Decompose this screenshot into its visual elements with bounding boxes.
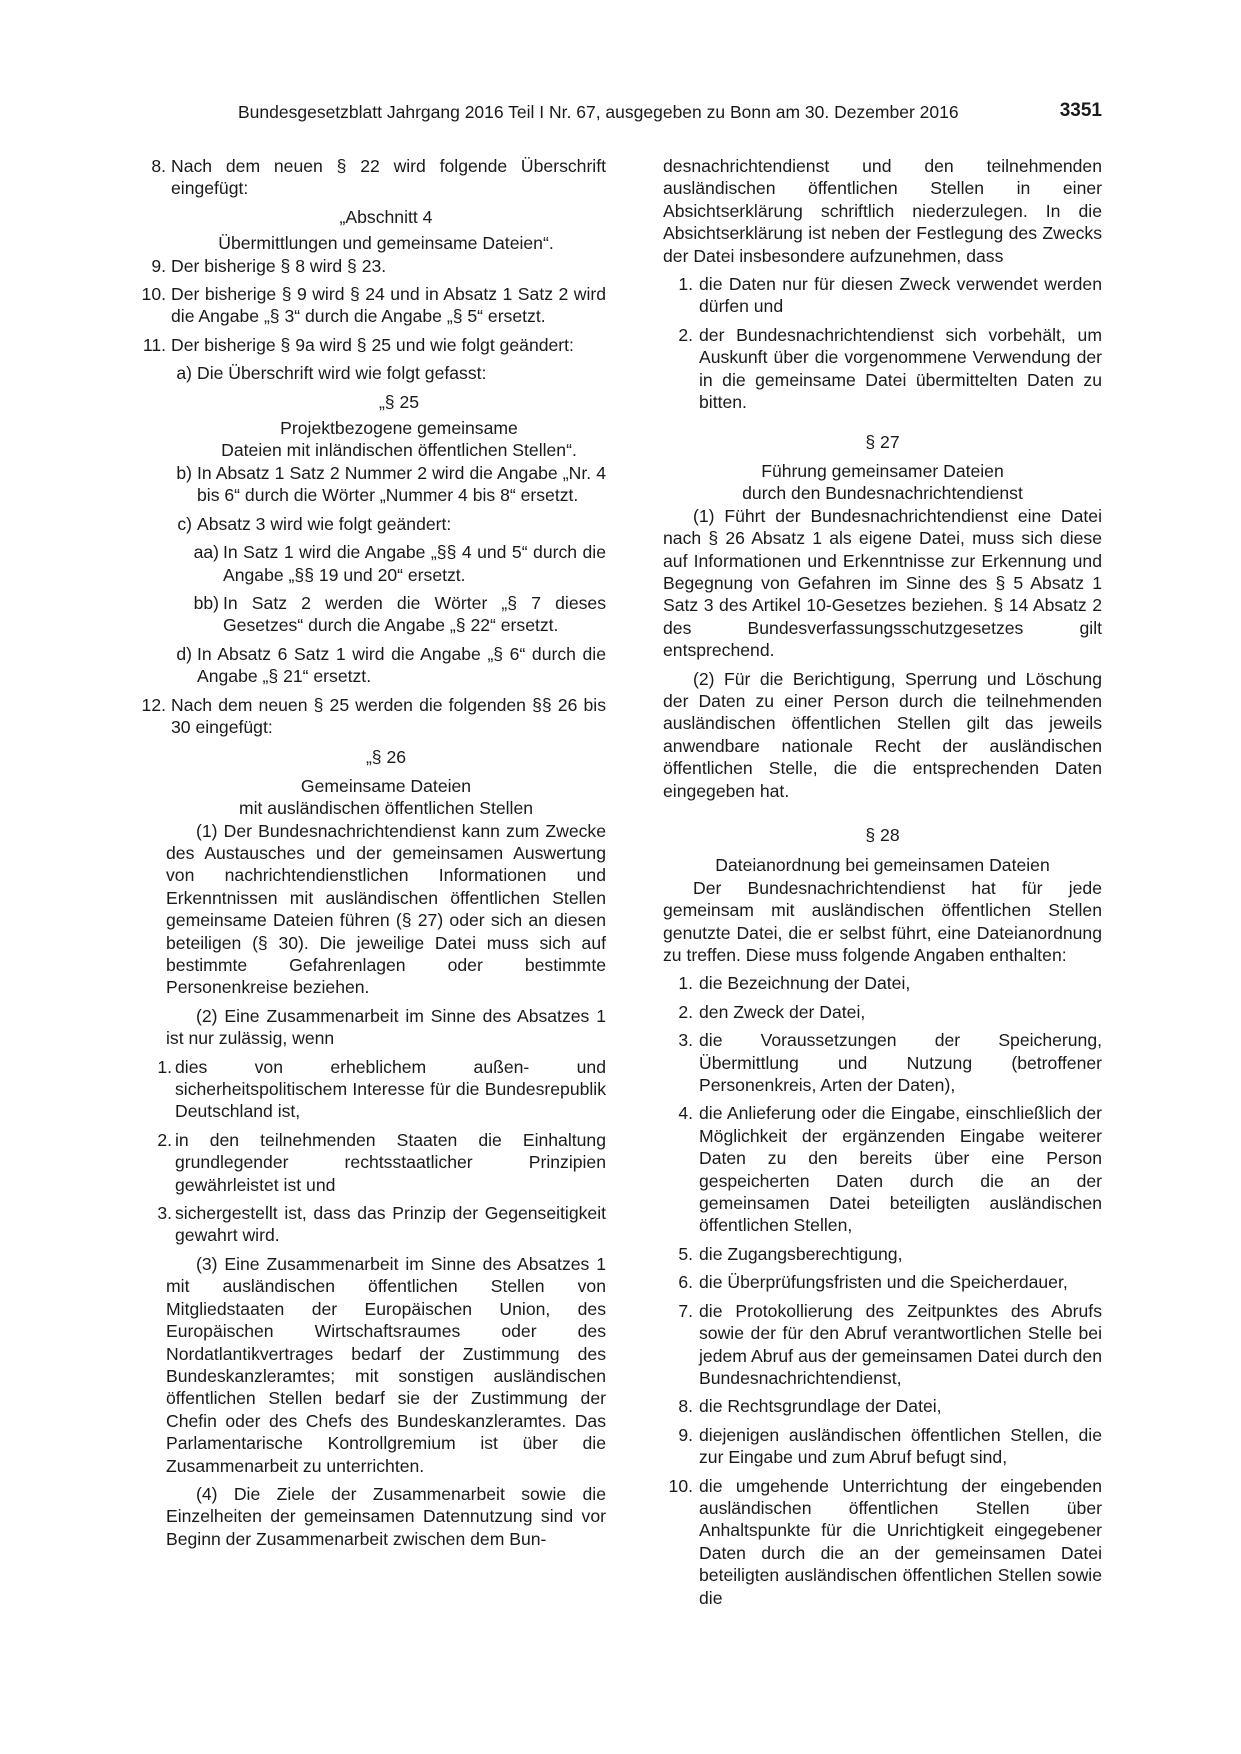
left-column [130, 155, 606, 1550]
section-title: Projektbezogene gemeinsame [280, 418, 518, 439]
paragraph: (2) Für die Berichtigung, Sperrung und Löschung der Daten zu einer Person durch die teilnehmenden ausländischen öffentlichen Stellen gilt das jeweils anwendbare nationale Recht der ausländischen öffentlichen Stelle, die die entsprechenden Daten eingegeben hat. [663, 668, 1102, 801]
list-item: 1. die Daten nur für diesen Zweck verwendet werden dürfen und [678, 274, 1102, 317]
list-item: 4. die Anlieferung oder die Eingabe, einschließlich der Möglichkeit der ergänzenden Eingabe weiterer Daten zu den bereits über eine Person gespeicherten Daten durch die an der gemeinsamen Datei beteiligten ausländischen öffentlichen Stellen, [678, 1103, 1102, 1236]
list-item: 3. sichergestellt ist, dass das Prinzip der Gegenseitigkeit gewahrt wird. [157, 1203, 606, 1246]
list-item: 1. dies von erheblichem außen- und sicherheitspolitischem Interesse für die Bundesrepublik Deutschland ist, [157, 1056, 606, 1122]
list-item: 8. die Rechtsgrundlage der Datei, [678, 1396, 942, 1417]
sub-item: c) Absatz 3 wird wie folgt geändert: [177, 513, 452, 534]
list-item: 1. die Bezeichnung der Datei, [678, 973, 911, 994]
sub-item: d) In Absatz 6 Satz 1 wird die Angabe „§ 6“ durch die Angabe „§ 21“ ersetzt. [176, 643, 606, 687]
paragraph: (1) Der Bundesnachrichtendienst kann zum Zwecke des Austausches und der gemeinsamen Auswertung von nachrichtendienstlichen Informationen und Erkenntnissen mit ausländischen öffentlichen Stellen gemeinsame Dateien führen (§ 27) oder sich an diesen beteiligen (§ 30). Die jeweilige Datei muss sich auf bestimmte Gefahrenlagen oder bestimmte Personenkreise beziehen. [166, 820, 606, 998]
sub-sub-item: bb) In Satz 2 werden die Wörter „§ 7 dieses Gesetzes“ durch die Angabe „§ 22“ ersetzt. [193, 592, 606, 636]
section-title: Führung gemeinsamer Dateien [761, 460, 1004, 481]
list-item: 9. Der bisherige § 8 wird § 23. [151, 255, 387, 276]
paragraph: desnachrichtendienst und den teilnehmenden ausländischen öffentlichen Stellen in einer Absichtserklärung schriftlich niederzulegen. In die Absichtserklärung ist neben der Festlegung des Zwecks der Datei insbesondere aufzunehmen, dass [663, 156, 1102, 266]
section-heading: § 28 [865, 824, 900, 845]
section-heading: „Abschnitt 4 [339, 206, 433, 227]
list-item: 7. die Protokollierung des Zeitpunktes des Abrufs sowie der für den Abruf verantwortlichen Stelle bei jedem Abruf aus der gemeinsamen Datei durch den Bundesnachrichtendienst, [678, 1300, 1102, 1388]
section-heading: „§ 26 [365, 747, 407, 768]
section-title: Gemeinsame Dateien [300, 775, 472, 796]
section-title: durch den Bundesnachrichtendienst [742, 483, 1023, 504]
list-item: 9. diejenigen ausländischen öffentlichen Stellen, die zur Eingabe und zum Abruf befugt sind, [678, 1424, 1102, 1468]
list-item: 10. Der bisherige § 9 wird § 24 und in Absatz 1 Satz 2 wird die Angabe „§ 3“ durch die Angabe „§ 5“ ersetzt. [141, 284, 606, 327]
list-item: 10. die umgehende Unterrichtung der eingebenden ausländischen öffentlichen Stellen über Anhaltspunkte für die Unrichtigkeit eingegebener Daten durch die an der gemeinsamen Datei beteiligten ausländischen öffentlichen Stellen sowie die [668, 1475, 1102, 1608]
list-item: 2. in den teilnehmenden Staaten die Einhaltung grundlegender rechtsstaatlicher Prinzipien gewährleistet ist und [157, 1129, 606, 1195]
list-item: 3. die Voraussetzungen der Speicherung, Übermittlung und Nutzung (betroffener Personenkreis, Arten der Daten), [678, 1030, 1102, 1096]
list-item: 2. den Zweck der Datei, [678, 1001, 866, 1022]
paragraph: (1) Führt der Bundesnachrichtendienst eine Datei nach § 26 Absatz 1 als eigene Datei, muss sich diese auf Informationen und Erkenntnisse zur Erkennung und Begegnung von Gefahren im Sinne des § 5 Absatz 1 Satz 3 des Artikel 10-Gesetzes beziehen. § 14 Absatz 2 des Bundesverfassungsschutzgesetzes gilt entsprechend. [663, 505, 1102, 661]
paragraph: Der Bundesnachrichtendienst hat für jede gemeinsam mit ausländischen öffentlichen Stellen genutzte Datei, die er selbst führt, eine Dateianordnung zu treffen. Diese muss folgende Angaben enthalten: [663, 877, 1102, 965]
section-title: Übermittlungen und gemeinsame Dateien“. [218, 233, 554, 254]
page-header [238, 100, 1102, 124]
gazette-header: Bundesgesetzblatt Jahrgang 2016 Teil I Nr. 67, ausgegeben zu Bonn am 30. Dezember 2016 [238, 102, 959, 122]
section-title: Dateien mit inländischen öffentlichen Stellen“. [221, 440, 577, 461]
right-column [663, 155, 1102, 1615]
paragraph: (4) Die Ziele der Zusammenarbeit sowie die Einzelheiten der gemeinsamen Datennutzung sind vor Beginn der Zusammenarbeit zwischen dem Bun- [166, 1483, 606, 1549]
sub-item: a) Die Überschrift wird wie folgt gefasst: [176, 363, 487, 384]
section-heading: § 27 [865, 432, 900, 453]
list-item: 11. Der bisherige § 9a wird § 25 und wie folgt geändert: [142, 334, 574, 355]
list-item: 2. der Bundesnachrichtendienst sich vorbehält, um Auskunft über die vorgenommene Verwendung der in die gemeinsame Datei übermittelten Daten zu bitten. [678, 324, 1102, 413]
list-item: 5. die Zugangsberechtigung, [678, 1243, 903, 1264]
sub-sub-item: aa) In Satz 1 wird die Angabe „§§ 4 und 5“ durch die Angabe „§§ 19 und 20“ ersetzt. [193, 542, 606, 585]
section-title: Dateianordnung bei gemeinsamen Dateien [715, 855, 1050, 876]
list-item: 12. Nach dem neuen § 25 werden die folgenden §§ 26 bis 30 eingefügt: [141, 694, 606, 737]
list-item: 6. die Überprüfungsfristen und die Speicherdauer, [678, 1272, 1068, 1293]
page-number: 3351 [1059, 100, 1102, 121]
section-heading: „§ 25 [378, 391, 420, 412]
section-title: mit ausländischen öffentlichen Stellen [238, 798, 534, 819]
paragraph: (2) Eine Zusammenarbeit im Sinne des Absatzes 1 ist nur zulässig, wenn [166, 1005, 606, 1049]
list-item: 8. Nach dem neuen § 22 wird folgende Überschrift eingefügt: [151, 156, 606, 199]
sub-item: b) In Absatz 1 Satz 2 Nummer 2 wird die Angabe „Nr. 4 bis 6“ durch die Wörter „Nummer 4 bis 8“ ersetzt. [176, 462, 606, 506]
paragraph: (3) Eine Zusammenarbeit im Sinne des Absatzes 1 mit ausländischen öffentlichen Stellen von Mitgliedstaaten der Europäischen Union, des Europäischen Wirtschaftsraumes oder des Nordatlantikvertrages bedarf der Zustimmung des Bundeskanzleramtes; mit sonstigen ausländischen öffentlichen Stellen bedarf sie der Zustimmung der Chefin oder des Chefs des Bundeskanzleramtes. Das Parlamentarische Kontrollgremium ist über die Zusammenarbeit zu unterrichten. [166, 1253, 606, 1476]
